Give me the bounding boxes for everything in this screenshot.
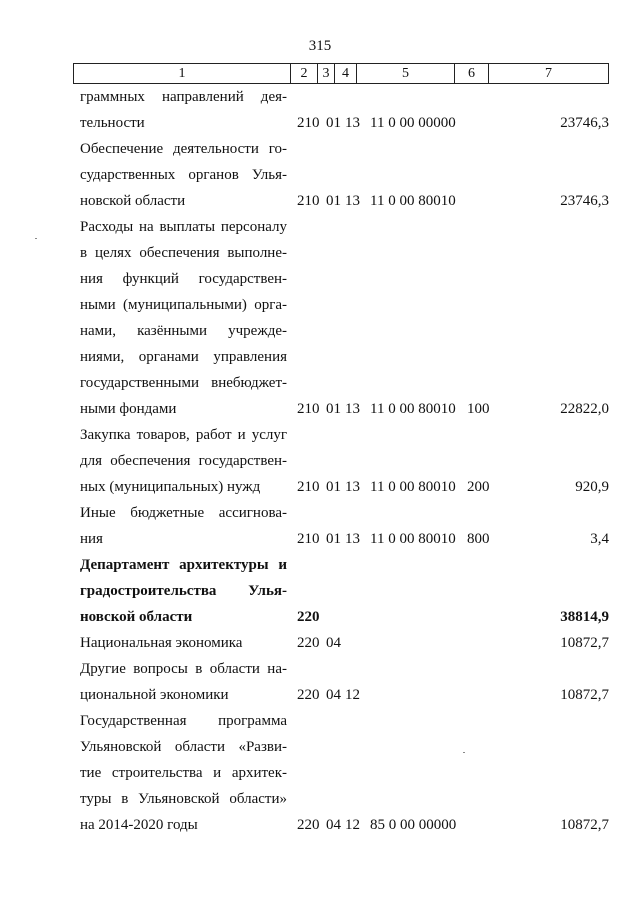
header-col-1: 1 [74, 64, 291, 83]
row-description: ния функций государствен- [80, 271, 287, 287]
row-description: Иные бюджетные ассигнова- [80, 505, 287, 521]
header-col-2: 2 [291, 64, 318, 83]
header-col-6: 6 [455, 64, 489, 83]
row-c4-value: 12 [345, 687, 360, 703]
row-c7-value: 22822,0 [560, 401, 609, 417]
row-description: Национальная экономика [80, 635, 243, 651]
row-description: туры в Ульяновской области» [80, 791, 287, 807]
table-row [0, 240, 640, 266]
row-c5-value: 11 0 00 80010 [370, 531, 456, 547]
row-c3-value: 01 [326, 479, 341, 495]
row-c2-value: 220 [297, 687, 320, 703]
row-c5-value: 11 0 00 80010 [370, 193, 456, 209]
table-header [73, 63, 609, 84]
scan-speck [35, 238, 37, 239]
row-c3-value: 01 [326, 531, 341, 547]
scan-speck [463, 752, 465, 753]
row-description: государственными внебюджет- [80, 375, 287, 391]
table-row [0, 708, 640, 734]
table-row [0, 266, 640, 292]
table-row [0, 84, 640, 110]
row-description: в целях обеспечения выполне- [80, 245, 287, 261]
table-row [0, 136, 640, 162]
row-description: циональной экономики [80, 687, 229, 703]
row-c5-value: 11 0 00 80010 [370, 401, 456, 417]
row-c4-value: 13 [345, 531, 360, 547]
row-description: нами, казёнными учрежде- [80, 323, 287, 339]
row-description: граммных направлений дея- [80, 89, 287, 105]
table-row [0, 500, 640, 526]
row-description: ными фондами [80, 401, 177, 417]
row-description: Департамент архитектуры и [80, 557, 287, 573]
table-row [0, 552, 640, 578]
row-c3-value: 04 [326, 687, 341, 703]
table-row [0, 656, 640, 682]
table-row [0, 396, 640, 422]
header-col-4: 4 [335, 64, 357, 83]
row-c2-value: 210 [297, 479, 320, 495]
row-description: Государственная программа [80, 713, 287, 729]
row-c4-value: 13 [345, 115, 360, 131]
row-c2-value: 210 [297, 115, 320, 131]
row-c2-value: 220 [297, 635, 320, 651]
row-description: ными (муниципальными) орга- [80, 297, 287, 313]
row-description: новской области [80, 609, 193, 625]
row-c7-value: 23746,3 [560, 115, 609, 131]
header-col-3: 3 [318, 64, 335, 83]
row-description: Другие вопросы в области на- [80, 661, 287, 677]
row-description: ния [80, 531, 103, 547]
row-c3-value: 04 [326, 635, 341, 651]
row-c2-value: 220 [297, 609, 320, 625]
row-description: ниями, органами управления [80, 349, 287, 365]
table-row [0, 448, 640, 474]
table-row [0, 812, 640, 838]
row-c6-value: 800 [467, 531, 490, 547]
table-row [0, 214, 640, 240]
table-row [0, 578, 640, 604]
row-c3-value: 01 [326, 193, 341, 209]
row-c3-value: 04 [326, 817, 341, 833]
row-description: градостроительства Улья- [80, 583, 287, 599]
row-c3-value: 01 [326, 115, 341, 131]
table-row [0, 188, 640, 214]
header-col-5: 5 [357, 64, 455, 83]
table-row [0, 760, 640, 786]
table-row [0, 292, 640, 318]
table-row [0, 422, 640, 448]
row-c2-value: 210 [297, 193, 320, 209]
table-row [0, 604, 640, 630]
row-description: тельности [80, 115, 145, 131]
row-c6-value: 200 [467, 479, 490, 495]
row-c4-value: 13 [345, 479, 360, 495]
row-description: на 2014-2020 годы [80, 817, 198, 833]
row-c7-value: 10872,7 [560, 687, 609, 703]
row-c7-value: 10872,7 [560, 817, 609, 833]
row-c4-value: 13 [345, 193, 360, 209]
row-c7-value: 23746,3 [560, 193, 609, 209]
table-row [0, 344, 640, 370]
table-row [0, 474, 640, 500]
row-c7-value: 10872,7 [560, 635, 609, 651]
table-row [0, 734, 640, 760]
row-c2-value: 210 [297, 531, 320, 547]
row-description: Ульяновской области «Разви- [80, 739, 287, 755]
row-description: тие строительства и архитек- [80, 765, 287, 781]
table-row [0, 318, 640, 344]
table-row [0, 682, 640, 708]
row-c5-value: 85 0 00 00000 [370, 817, 457, 833]
table-row [0, 370, 640, 396]
row-c7-value: 38814,9 [560, 609, 609, 625]
row-c5-value: 11 0 00 80010 [370, 479, 456, 495]
row-c3-value: 01 [326, 401, 341, 417]
row-c2-value: 220 [297, 817, 320, 833]
table-row [0, 110, 640, 136]
row-c7-value: 3,4 [590, 531, 609, 547]
row-description: Обеспечение деятельности го- [80, 141, 287, 157]
row-description: для обеспечения государствен- [80, 453, 287, 469]
table-row [0, 630, 640, 656]
table-row [0, 526, 640, 552]
row-c6-value: 100 [467, 401, 490, 417]
table-row [0, 162, 640, 188]
row-c7-value: 920,9 [575, 479, 609, 495]
row-c5-value: 11 0 00 00000 [370, 115, 456, 131]
row-description: Закупка товаров, работ и услуг [80, 427, 287, 443]
row-c2-value: 210 [297, 401, 320, 417]
row-description: Расходы на выплаты персоналу [80, 219, 287, 235]
row-description: ных (муниципальных) нужд [80, 479, 261, 495]
page-number: 315 [308, 38, 332, 54]
header-col-7: 7 [545, 66, 552, 81]
row-description: новской области [80, 193, 186, 209]
row-c4-value: 12 [345, 817, 360, 833]
table-row [0, 786, 640, 812]
row-description: сударственных органов Улья- [80, 167, 287, 183]
row-c4-value: 13 [345, 401, 360, 417]
